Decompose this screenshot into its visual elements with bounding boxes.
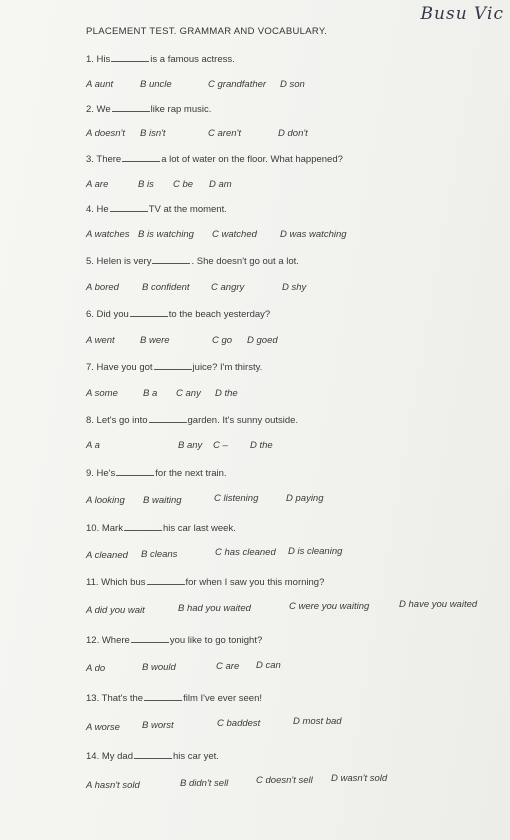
option-c: C be	[173, 179, 194, 190]
option-c: C baddest	[217, 718, 261, 729]
option-d: D have you waited	[399, 599, 478, 610]
option-d: D most bad	[293, 716, 342, 727]
question-text: his car last week.	[162, 523, 236, 534]
question-text: film I've ever seen!	[183, 693, 262, 704]
answer-blank	[111, 53, 149, 62]
answer-blank	[152, 255, 190, 264]
question-text: juice? I'm thirsty.	[192, 362, 263, 373]
option-c: C are	[216, 661, 240, 672]
question-text: TV at the moment.	[148, 204, 227, 215]
question-14	[86, 750, 219, 762]
question-text: 5. Helen is very	[86, 256, 152, 267]
option-c: C aren't	[208, 128, 241, 139]
question-1	[86, 53, 235, 65]
option-a: A did you wait	[86, 605, 145, 616]
option-d: D paying	[286, 493, 324, 504]
question-13	[86, 692, 262, 704]
answer-blank	[147, 576, 185, 585]
option-c: C were you waiting	[289, 601, 370, 612]
answer-blank	[130, 308, 168, 317]
answer-blank	[134, 750, 172, 759]
question-text: 11. Which bus	[86, 577, 146, 588]
question-text: is a famous actress.	[150, 54, 235, 65]
question-text: for the next train.	[155, 468, 227, 479]
question-8	[86, 414, 298, 426]
option-a: A worse	[86, 722, 120, 733]
option-d: D was watching	[280, 229, 347, 240]
question-text: 4. He	[86, 204, 109, 215]
page-title: PLACEMENT TEST. GRAMMAR AND VOCABULARY.	[86, 26, 328, 37]
option-b: B worst	[142, 720, 174, 731]
question-text: 13. That's the	[86, 693, 144, 704]
question-text: 9. He's	[86, 468, 116, 479]
option-c: C has cleaned	[215, 547, 276, 558]
option-c: C go	[212, 335, 233, 346]
option-d: D wasn't sold	[331, 773, 388, 784]
question-text: . She doesn't go out a lot.	[191, 256, 299, 267]
question-text: 1. His	[86, 54, 111, 65]
option-d: D shy	[282, 282, 307, 293]
option-b: B any	[178, 440, 203, 451]
question-text: 10. Mark	[86, 523, 123, 534]
option-c: C any	[176, 388, 201, 399]
question-text: you like to go tonight?	[169, 635, 263, 646]
question-text: garden. It's sunny outside.	[187, 415, 299, 426]
option-a: A looking	[86, 495, 125, 506]
question-text: like rap music.	[150, 104, 212, 115]
question-7	[86, 361, 262, 373]
option-a: A cleaned	[86, 550, 128, 561]
option-a: A a	[86, 440, 100, 451]
question-3	[86, 153, 343, 165]
option-a: A some	[86, 388, 118, 399]
option-b: B uncle	[140, 79, 172, 90]
question-5	[86, 255, 299, 267]
option-b: B is	[138, 179, 154, 190]
option-d: D son	[280, 79, 305, 90]
question-text: for when I saw you this morning?	[185, 577, 325, 588]
option-c: C angry	[211, 282, 245, 293]
option-a: A are	[86, 179, 109, 190]
option-b: B were	[140, 335, 170, 346]
answer-blank	[124, 522, 162, 531]
question-text: 8. Let's go into	[86, 415, 148, 426]
question-text: 6. Did you	[86, 309, 129, 320]
answer-blank	[144, 692, 182, 701]
option-a: A doesn't	[86, 128, 125, 139]
option-a: A watches	[86, 229, 130, 240]
option-d: D is cleaning	[288, 546, 343, 557]
answer-blank	[116, 467, 154, 476]
option-a: A went	[86, 335, 115, 346]
question-text: 14. My dad	[86, 751, 133, 762]
option-b: B cleans	[141, 549, 178, 560]
option-a: A bored	[86, 282, 119, 293]
question-6	[86, 308, 270, 320]
option-c: C doesn't sell	[256, 775, 313, 786]
answer-blank	[110, 203, 148, 212]
question-12	[86, 634, 262, 646]
question-11	[86, 576, 324, 588]
option-b: B waiting	[143, 495, 182, 506]
option-d: D the	[250, 440, 273, 451]
option-b: B isn't	[140, 128, 166, 139]
option-d: D don't	[278, 128, 308, 139]
option-c: C listening	[214, 493, 259, 504]
answer-blank	[122, 153, 160, 162]
question-text: a lot of water on the floor. What happened?	[161, 154, 343, 165]
question-text: to the beach yesterday?	[168, 309, 271, 320]
option-b: B is watching	[138, 229, 194, 240]
question-text: 7. Have you got	[86, 362, 153, 373]
answer-blank	[131, 634, 169, 643]
option-c: C grandfather	[208, 79, 267, 90]
question-9	[86, 467, 227, 479]
question-10	[86, 522, 236, 534]
handwritten-signature: Busu Vic	[420, 4, 504, 24]
question-text: his car yet.	[173, 751, 219, 762]
option-a: A aunt	[86, 79, 114, 90]
option-a: A do	[86, 663, 106, 674]
option-d: D am	[209, 179, 232, 190]
answer-blank	[154, 361, 192, 370]
option-d: D goed	[247, 335, 278, 346]
option-c: C watched	[212, 229, 257, 240]
option-b: B a	[143, 388, 158, 399]
option-d: D can	[256, 660, 281, 671]
question-text: 2. We	[86, 104, 111, 115]
question-text: 12. Where	[86, 635, 130, 646]
option-b: B had you waited	[178, 603, 251, 614]
option-d: D the	[215, 388, 238, 399]
answer-blank	[149, 414, 187, 423]
answer-blank	[112, 103, 150, 112]
question-text: 3. There	[86, 154, 122, 165]
question-4	[86, 203, 227, 215]
option-b: B would	[142, 662, 176, 673]
option-a: A hasn't sold	[86, 780, 140, 791]
option-c: C –	[213, 440, 228, 451]
question-2	[86, 103, 211, 115]
option-b: B confident	[142, 282, 190, 293]
option-b: B didn't sell	[180, 778, 229, 789]
